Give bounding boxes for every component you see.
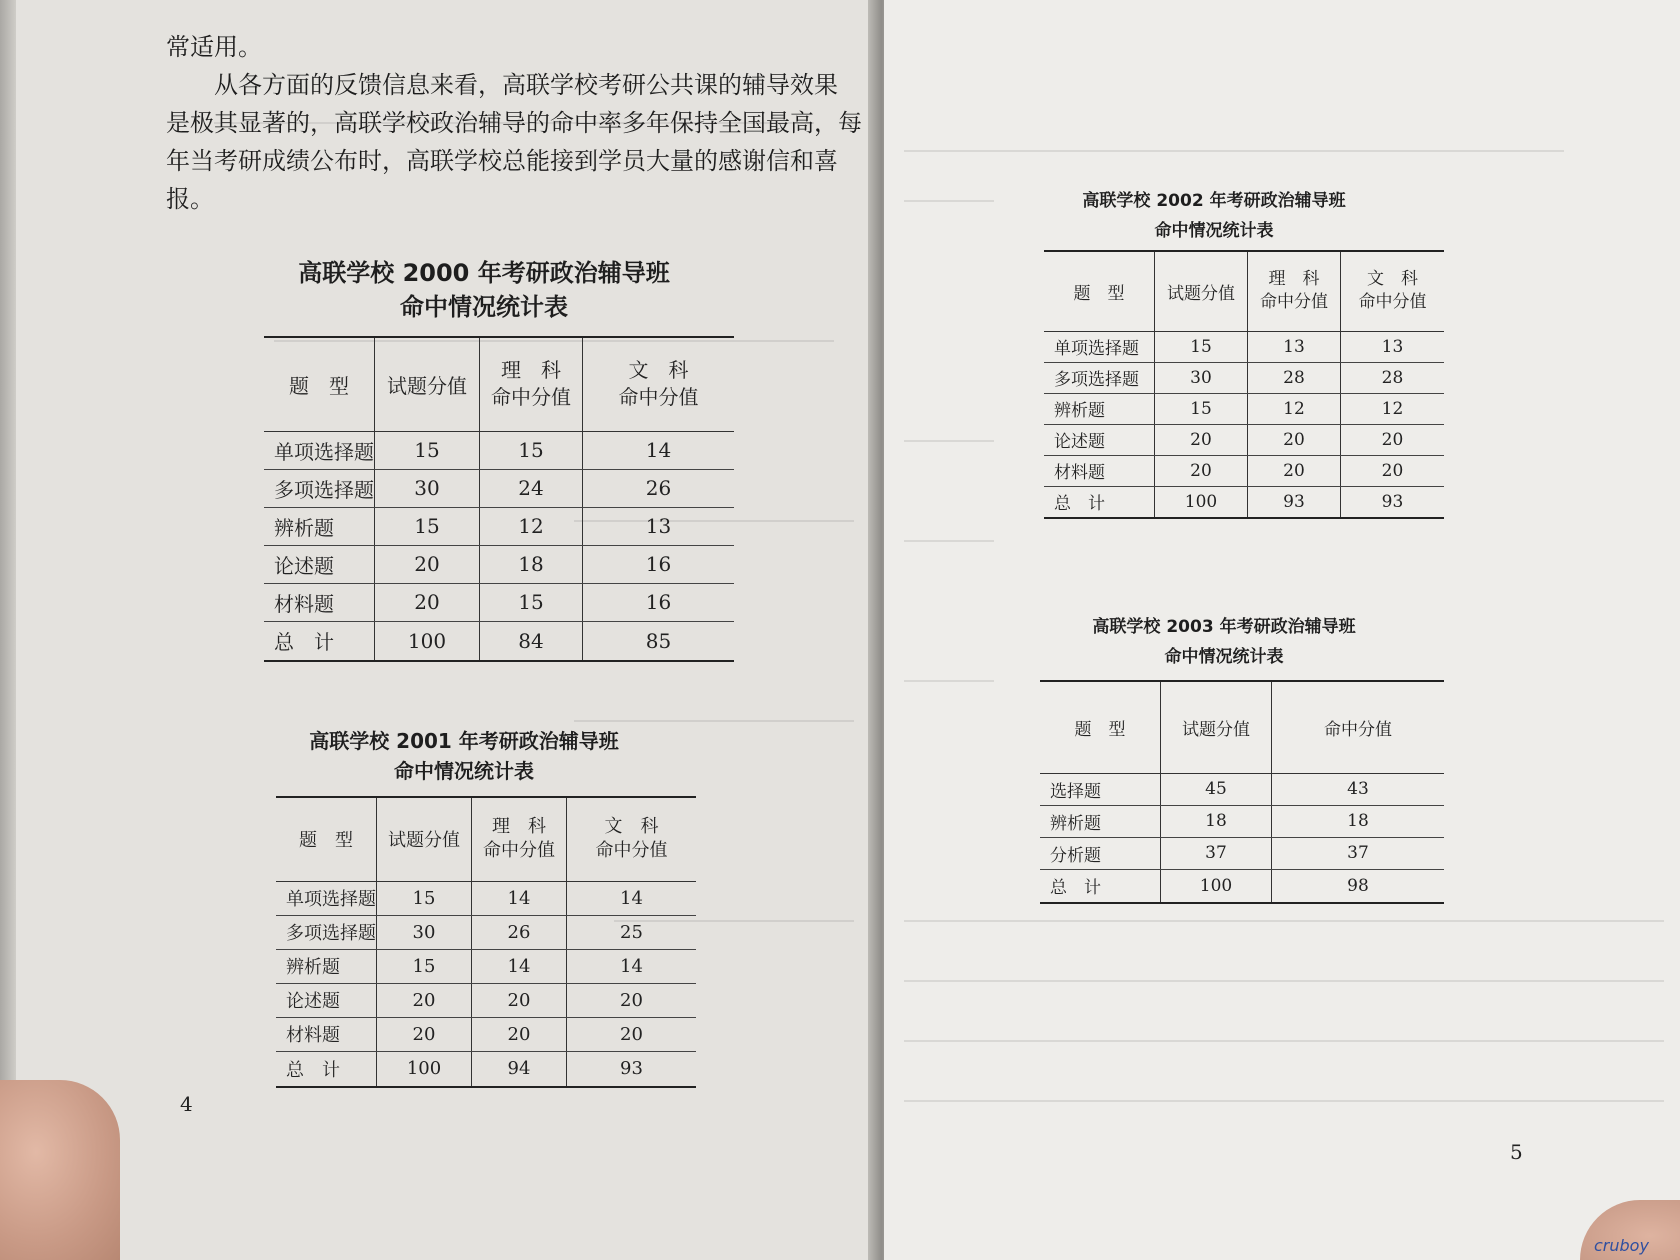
- table-2000: [264, 336, 734, 662]
- header-cell: [583, 337, 735, 431]
- cell: 12: [1248, 393, 1341, 424]
- header-line: 命中分值: [1358, 292, 1427, 313]
- cell: 16: [583, 583, 735, 621]
- header-cell: [567, 797, 697, 881]
- intro-paragraph: [166, 28, 862, 218]
- cell: 26: [472, 915, 567, 949]
- cell: 论述题: [264, 545, 375, 583]
- page-number-right: 5: [1510, 1140, 1523, 1164]
- cell: 18: [1272, 805, 1445, 837]
- paragraph-line: 从各方面的反馈信息来看，高联学校考研公共课的辅导效果: [166, 71, 838, 99]
- cell: 24: [480, 469, 583, 507]
- paragraph-line: 报。: [166, 185, 214, 213]
- header-cell: 试题分值: [1155, 251, 1248, 331]
- header-line: 理 科: [1268, 269, 1320, 290]
- table-row: [1040, 837, 1444, 869]
- cell: 多项选择题: [1044, 362, 1155, 393]
- cell: 28: [1248, 362, 1341, 393]
- cell: 12: [1341, 393, 1445, 424]
- cell: 25: [567, 915, 697, 949]
- header-line: 文 科: [628, 358, 689, 383]
- cell: 20: [377, 1017, 472, 1051]
- cell: 100: [1155, 486, 1248, 518]
- cell: 分析题: [1040, 837, 1161, 869]
- cell: 13: [583, 507, 735, 545]
- header-cell: 题 型: [1040, 681, 1161, 773]
- cell: 20: [1341, 424, 1445, 455]
- cell: 14: [583, 431, 735, 469]
- cell: 材料题: [1044, 455, 1155, 486]
- cell: 辨析题: [1044, 393, 1155, 424]
- cell: 14: [472, 881, 567, 915]
- cell: 15: [1155, 393, 1248, 424]
- table-row: [264, 583, 734, 621]
- paragraph-line: 常适用。: [166, 33, 262, 61]
- table-title-line: 命中情况统计表: [400, 293, 568, 321]
- cell: 12: [480, 507, 583, 545]
- cell: 20: [375, 545, 480, 583]
- cell: 单项选择题: [264, 431, 375, 469]
- table-2003: [1040, 680, 1444, 904]
- table-row: [264, 621, 734, 661]
- header-line: 命中分值: [491, 385, 571, 410]
- header-cell: 题 型: [1044, 251, 1155, 331]
- header-line: 理 科: [501, 358, 561, 383]
- cell: 100: [375, 621, 480, 661]
- table-row: [264, 431, 734, 469]
- header-cell: [1341, 251, 1445, 331]
- cell: 20: [1155, 455, 1248, 486]
- table-2001-title: [264, 726, 664, 786]
- cell: 18: [480, 545, 583, 583]
- table-2001: [276, 796, 696, 1088]
- table-row: [1044, 424, 1444, 455]
- header-cell: [480, 337, 583, 431]
- cell: 84: [480, 621, 583, 661]
- cell: 14: [567, 881, 697, 915]
- header-line: 理 科: [492, 815, 546, 837]
- cell: 15: [480, 583, 583, 621]
- cell: 辨析题: [264, 507, 375, 545]
- cell: 20: [567, 1017, 697, 1051]
- table-row: [1044, 362, 1444, 393]
- header-line: 命中分值: [1260, 292, 1328, 313]
- header-line: 命中分值: [618, 385, 699, 410]
- cell: 20: [1341, 455, 1445, 486]
- cell: 论述题: [276, 983, 377, 1017]
- cell: 13: [1341, 331, 1445, 362]
- table-row: [1044, 331, 1444, 362]
- cell: 单项选择题: [1044, 331, 1155, 362]
- table-row: [1044, 455, 1444, 486]
- cell: 20: [1155, 424, 1248, 455]
- cell: 26: [583, 469, 735, 507]
- header-cell: 试题分值: [375, 337, 480, 431]
- table-title-line: 高联学校 2000 年考研政治辅导班: [298, 259, 670, 287]
- table-2003-title: [1054, 612, 1394, 672]
- cell: 37: [1272, 837, 1445, 869]
- cell: 20: [377, 983, 472, 1017]
- cell: 材料题: [276, 1017, 377, 1051]
- header-cell: [1248, 251, 1341, 331]
- cell: 93: [567, 1051, 697, 1087]
- table-row: [264, 469, 734, 507]
- cell: 18: [1161, 805, 1272, 837]
- table-title-line: 命中情况统计表: [1164, 647, 1284, 667]
- header-cell: 命中分值: [1272, 681, 1445, 773]
- page-number-left: 4: [180, 1092, 193, 1116]
- table-row: [1040, 869, 1444, 903]
- thumb-left: [0, 1080, 120, 1260]
- cell: 30: [377, 915, 472, 949]
- cell: 20: [472, 1017, 567, 1051]
- header-cell: 试题分值: [1161, 681, 1272, 773]
- table-row: [276, 1051, 696, 1087]
- table-title-line: 高联学校 2002 年考研政治辅导班: [1082, 191, 1346, 211]
- cell: 15: [375, 431, 480, 469]
- table-title-line: 高联学校 2001 年考研政治辅导班: [309, 729, 619, 753]
- cell: 93: [1341, 486, 1445, 518]
- cell: 15: [1155, 331, 1248, 362]
- cell: 20: [567, 983, 697, 1017]
- cell: 总 计: [1044, 486, 1155, 518]
- cell: 94: [472, 1051, 567, 1087]
- header-cell: 试题分值: [377, 797, 472, 881]
- table-row: [1040, 805, 1444, 837]
- cell: 总 计: [1040, 869, 1161, 903]
- table-row: [276, 1017, 696, 1051]
- cell: 论述题: [1044, 424, 1155, 455]
- table-2002-title: [1044, 186, 1384, 246]
- header-cell: 题 型: [264, 337, 375, 431]
- table-title-line: 命中情况统计表: [394, 759, 534, 783]
- cell: 材料题: [264, 583, 375, 621]
- table-title-line: 高联学校 2003 年考研政治辅导班: [1092, 617, 1356, 637]
- table-row: [1044, 393, 1444, 424]
- cell: 14: [472, 949, 567, 983]
- cell: 选择题: [1040, 773, 1161, 805]
- table-2000-title: [284, 256, 684, 324]
- watermark-text: cruboy: [1594, 1236, 1649, 1255]
- cell: 15: [480, 431, 583, 469]
- cell: 多项选择题: [264, 469, 375, 507]
- cell: 30: [375, 469, 480, 507]
- left-page: [14, 0, 882, 1260]
- cell: 98: [1272, 869, 1445, 903]
- cell: 多项选择题: [276, 915, 377, 949]
- cell: 45: [1161, 773, 1272, 805]
- table-row: [276, 915, 696, 949]
- table-row: [276, 983, 696, 1017]
- header-line: 命中分值: [595, 840, 668, 862]
- cell: 20: [1248, 424, 1341, 455]
- cell: 20: [1248, 455, 1341, 486]
- table-2002: [1044, 250, 1444, 519]
- table-row: [1040, 773, 1444, 805]
- cell: 单项选择题: [276, 881, 377, 915]
- cell: 13: [1248, 331, 1341, 362]
- right-page: [884, 0, 1680, 1260]
- cell: 85: [583, 621, 735, 661]
- paragraph-line: 是极其显著的，高联学校政治辅导的命中率多年保持全国最高，每: [166, 109, 862, 137]
- cell: 14: [567, 949, 697, 983]
- paragraph-line: 年当考研成绩公布时，高联学校总能接到学员大量的感谢信和喜: [166, 147, 838, 175]
- cell: 20: [472, 983, 567, 1017]
- table-row: [1044, 486, 1444, 518]
- cell: 28: [1341, 362, 1445, 393]
- cell: 93: [1248, 486, 1341, 518]
- header-line: 文 科: [604, 815, 659, 837]
- cell: 15: [377, 881, 472, 915]
- cell: 16: [583, 545, 735, 583]
- table-row: [264, 507, 734, 545]
- cell: 15: [375, 507, 480, 545]
- cell: 辨析题: [276, 949, 377, 983]
- table-row: [276, 881, 696, 915]
- page-edge: [0, 0, 16, 1260]
- header-cell: 题 型: [276, 797, 377, 881]
- table-title-line: 命中情况统计表: [1154, 221, 1274, 241]
- cell: 20: [375, 583, 480, 621]
- cell: 15: [377, 949, 472, 983]
- table-row: [276, 949, 696, 983]
- cell: 辨析题: [1040, 805, 1161, 837]
- header-line: 命中分值: [483, 840, 555, 862]
- cell: 30: [1155, 362, 1248, 393]
- cell: 37: [1161, 837, 1272, 869]
- cell: 100: [1161, 869, 1272, 903]
- header-line: 文 科: [1367, 269, 1418, 290]
- cell: 43: [1272, 773, 1445, 805]
- cell: 总 计: [276, 1051, 377, 1087]
- cell: 总 计: [264, 621, 375, 661]
- header-cell: [472, 797, 567, 881]
- cell: 100: [377, 1051, 472, 1087]
- table-row: [264, 545, 734, 583]
